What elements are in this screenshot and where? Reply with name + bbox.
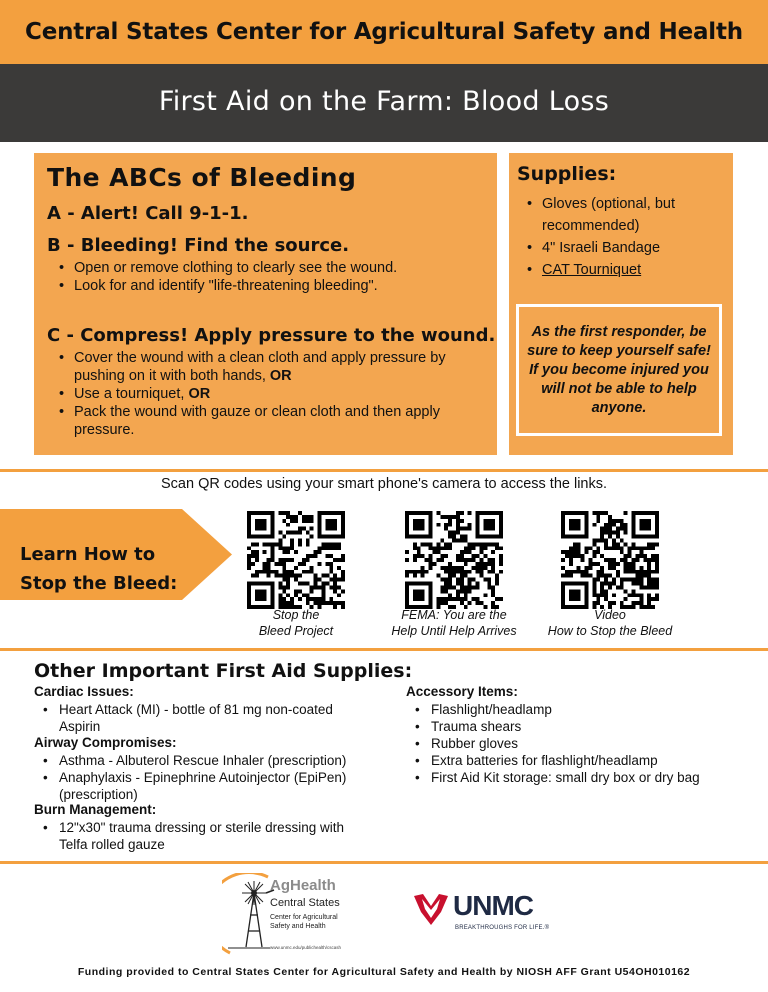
list-item [47,385,487,403]
step-b-list [47,259,407,295]
airway-list [34,752,384,803]
qr-code-video[interactable] [561,511,659,609]
learn-label-line1: Learn How to [20,544,156,565]
cardiac-label: Cardiac Issues: [34,684,134,699]
funding-note: Funding provided to Central States Center for Agricultural Safety and Health by NIOSH AFF Grant U54OH010162 [77,966,691,978]
caption-line: Stop the [272,608,320,622]
list-item: • Pack the wound with gauze or clean cloth and then apply pressure. [47,403,487,439]
other-supplies-heading: Other Important First Aid Supplies: [34,660,413,682]
accessory-label: Accessory Items: [406,684,518,699]
list-item: • Open or remove clothing to clearly see the wound. [47,259,407,277]
abcs-panel [34,153,497,455]
supplies-panel [509,153,733,455]
aghealth-logo [222,873,362,955]
list-item: • Look for and identify "life-threatening bleeding". [47,277,407,295]
step-b: B - Bleeding! Find the source. [47,235,350,256]
cardiac-list [34,701,374,735]
list-item: • Heart Attack (MI) - bottle of 81 mg non-coated Aspirin [34,701,374,735]
aghealth-sub-line: Center for Agricultural [270,914,338,921]
or-text: OR [269,368,292,384]
unmc-name: UNMC [453,890,533,921]
list-item: • Flashlight/headlamp [406,701,746,718]
page-title: First Aid on the Farm: Blood Loss [158,86,610,117]
aghealth-url: www.unmc.edu/publichealth/cscash [270,945,342,950]
list-item: • Trauma shears [406,718,746,735]
list-text: Use a tourniquet, [74,386,189,402]
aghealth-sub-line: Safety and Health [270,923,326,930]
burn-list [34,819,374,853]
aghealth-name: AgHealth [270,877,336,894]
caption-line: FEMA: You are the [401,608,507,622]
divider [0,648,768,651]
step-c-list [47,349,487,439]
org-title: Central States Center for Agricultural Safety and Health [25,19,743,45]
unmc-logo [413,888,563,938]
list-item: • 12"x30" trauma dressing or sterile dressing with Telfa rolled gauze [34,819,374,853]
caption-line: Bleed Project [258,624,334,638]
caption-line: How to Stop the Bleed [547,624,673,638]
list-item: • Asthma - Albuterol Rescue Inhaler (prescription) [34,752,384,769]
list-item: • Anaphylaxis - Epinephrine Autoinjector (EpiPen) (prescription) [34,769,384,803]
airway-label: Airway Compromises: [34,735,177,750]
list-item [515,259,715,281]
qr-caption-2 [374,607,534,639]
list-item [47,349,487,385]
cat-tourniquet-link[interactable]: CAT Tourniquet [542,262,642,278]
aghealth-sub [270,913,338,931]
divider [0,861,768,864]
divider [0,469,768,472]
qr-caption-1 [226,607,366,639]
supplies-list [515,193,715,281]
top-banner [0,0,768,64]
list-item: • Extra batteries for flashlight/headlamp [406,752,746,769]
qr-code-stop-the-bleed[interactable] [247,511,345,609]
title-bar [0,64,768,142]
burn-label: Burn Management: [34,802,157,817]
qr-code-fema[interactable] [405,511,503,609]
safety-warning-text: As the first responder, be sure to keep yourself safe! If you become injured you will not be able to help anyone. [527,323,711,416]
list-text: Cover the wound with a clean cloth and apply pressure by pushing on it with both hands, [74,350,446,384]
unmc-tagline: BREAKTHROUGHS FOR LIFE.® [455,925,550,931]
step-c: C - Compress! Apply pressure to the wound. [47,325,496,346]
list-item: • Rubber gloves [406,735,746,752]
learn-label [20,540,177,598]
aghealth-region: Central States [270,897,340,909]
list-item: • 4" Israeli Bandage [515,237,715,259]
or-text: OR [188,386,211,402]
safety-warning-box [516,304,722,436]
caption-line: Video [594,608,626,622]
learn-label-line2: Stop the Bleed: [20,573,178,594]
unmc-n-icon [413,892,449,926]
supplies-heading: Supplies: [517,163,617,185]
list-item: • First Aid Kit storage: small dry box or dry bag [406,769,746,786]
qr-caption-3 [536,607,684,639]
step-a: A - Alert! Call 9-1-1. [47,203,249,224]
accessory-list [406,701,746,786]
abcs-heading: The ABCs of Bleeding [47,163,357,192]
windmill-icon [222,873,276,955]
list-item: • Gloves (optional, but recommended) [515,193,715,237]
scan-instruction: Scan QR codes using your smart phone's camera to access the links. [160,476,608,492]
caption-line: Help Until Help Arrives [391,624,517,638]
